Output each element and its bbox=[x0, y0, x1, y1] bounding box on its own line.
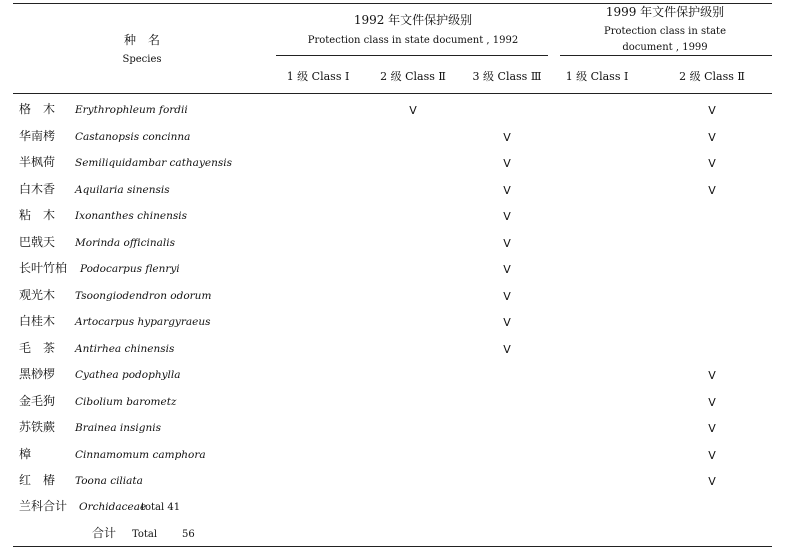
species-name-latin: Artocarpus hypargyraeus bbox=[75, 316, 211, 328]
species-name-latin: Ixonanthes chinensis bbox=[75, 210, 187, 222]
total-row-cn: 合计 bbox=[92, 526, 117, 540]
check-1992-class-3: V bbox=[503, 210, 511, 223]
species-name-latin: Erythrophleum fordii bbox=[75, 104, 188, 116]
group-1999-title-en-line1: Protection class in state bbox=[604, 26, 726, 37]
check-1999-class-2: V bbox=[708, 475, 716, 488]
species-name-latin: Cinnamomum camphora bbox=[75, 449, 206, 461]
top-rule bbox=[13, 3, 772, 4]
orchid-row-latin: Orchidaceae bbox=[79, 501, 147, 513]
check-1992-class-2: V bbox=[409, 104, 417, 117]
species-name-cn: 观光木 bbox=[19, 288, 56, 302]
species-name-cn: 白桂木 bbox=[19, 314, 56, 328]
species-name-latin: Morinda officinalis bbox=[75, 237, 176, 249]
col-1992-class-2: 2 级 Class Ⅱ bbox=[380, 70, 446, 83]
orchid-row-cn: 兰科合计 bbox=[19, 499, 68, 513]
col-1992-class-3: 3 级 Class Ⅲ bbox=[472, 70, 542, 83]
check-1999-class-2: V bbox=[708, 131, 716, 144]
group-1999-title-cn: 1999 年文件保护级别 bbox=[605, 5, 725, 19]
species-name-latin: Cyathea podophylla bbox=[75, 369, 181, 381]
check-1999-class-2: V bbox=[708, 104, 716, 117]
check-1999-class-2: V bbox=[708, 184, 716, 197]
species-name-latin: Antirhea chinensis bbox=[75, 343, 175, 355]
species-name-latin: Castanopsis concinna bbox=[75, 131, 191, 143]
species-name-cn: 樟 bbox=[19, 447, 32, 461]
check-1992-class-3: V bbox=[503, 131, 511, 144]
group-1999-rule bbox=[560, 55, 772, 56]
total-row-value: 56 bbox=[182, 529, 195, 540]
bottom-rule bbox=[13, 546, 772, 547]
header-bottom-rule bbox=[13, 93, 772, 94]
species-name-cn: 格 木 bbox=[19, 102, 56, 116]
check-1999-class-2: V bbox=[708, 396, 716, 409]
species-name-latin: Cibolium barometz bbox=[75, 396, 177, 408]
col-1999-class-2: 2 级 Class Ⅱ bbox=[679, 70, 745, 83]
check-1992-class-3: V bbox=[503, 343, 511, 356]
species-name-latin: Aquilaria sinensis bbox=[75, 184, 170, 196]
species-name-cn: 华南栲 bbox=[19, 129, 56, 143]
col-1992-class-1: 1 级 Class Ⅰ bbox=[286, 70, 350, 83]
species-name-cn: 金毛狗 bbox=[19, 394, 56, 408]
species-name-cn: 长叶竹柏 bbox=[19, 261, 68, 275]
group-1992-title-cn: 1992 年文件保护级别 bbox=[353, 13, 473, 27]
species-name-latin: Podocarpus flenryi bbox=[80, 263, 180, 275]
species-header-cn: 种 名 bbox=[123, 33, 161, 47]
species-name-latin: Semiliquidambar cathayensis bbox=[75, 157, 232, 169]
species-name-latin: Toona ciliata bbox=[75, 475, 143, 487]
species-name-cn: 粘 木 bbox=[19, 208, 56, 222]
check-1999-class-2: V bbox=[708, 449, 716, 462]
species-name-cn: 红 椿 bbox=[19, 473, 56, 487]
check-1992-class-3: V bbox=[503, 316, 511, 329]
orchid-row-total: total 41 bbox=[141, 502, 181, 513]
species-name-cn: 毛 茶 bbox=[19, 341, 56, 355]
check-1999-class-2: V bbox=[708, 157, 716, 170]
check-1999-class-2: V bbox=[708, 422, 716, 435]
col-1999-class-1: 1 级 Class Ⅰ bbox=[565, 70, 629, 83]
group-1992-rule bbox=[276, 55, 548, 56]
check-1992-class-3: V bbox=[503, 157, 511, 170]
species-header-en: Species bbox=[122, 54, 162, 65]
species-name-cn: 半枫荷 bbox=[19, 155, 56, 169]
check-1992-class-3: V bbox=[503, 290, 511, 303]
species-name-cn: 苏铁蕨 bbox=[19, 420, 56, 434]
check-1992-class-3: V bbox=[503, 184, 511, 197]
check-1999-class-2: V bbox=[708, 369, 716, 382]
species-name-latin: Tsoongiodendron odorum bbox=[75, 290, 212, 302]
group-1992-title-en: Protection class in state document , 1992 bbox=[307, 35, 519, 46]
species-name-latin: Brainea insignis bbox=[75, 422, 162, 434]
total-row-en: Total bbox=[132, 529, 158, 540]
species-name-cn: 白木香 bbox=[19, 182, 56, 196]
group-1999-title-en-line2: document , 1999 bbox=[622, 42, 708, 53]
species-name-cn: 黑桫椤 bbox=[19, 367, 56, 381]
check-1992-class-3: V bbox=[503, 263, 511, 276]
check-1992-class-3: V bbox=[503, 237, 511, 250]
species-name-cn: 巴戟天 bbox=[19, 235, 56, 249]
